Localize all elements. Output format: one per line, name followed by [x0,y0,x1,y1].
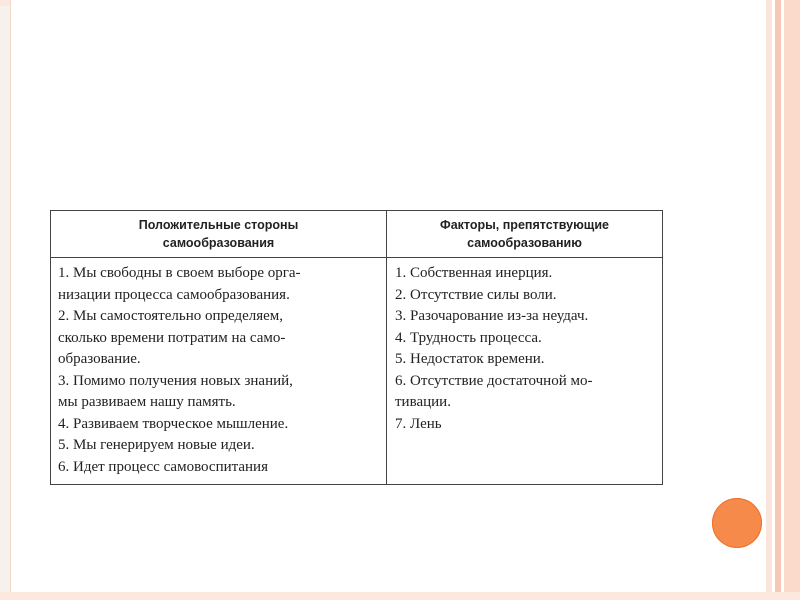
slide-frame-bottom [0,592,800,600]
list-item: 3. Помимо получения новых знаний, [58,372,293,389]
positive-sides-list [51,258,387,484]
list-item: 6. Идет процесс самовоспитания [58,458,268,475]
list-item: 3. Разочарование из-за неудач. [395,308,589,324]
list-item: низации процесса самообразования. [58,286,290,303]
list-item: 4. Развиваем творческое мышление. [58,415,289,432]
list-item: мы развиваем нашу память. [58,394,236,410]
header-left-line-2: самообразования [162,236,275,250]
list-item: 4. Трудность процесса. [395,329,542,346]
list-item: 5. Недостаток времени. [395,351,545,367]
list-item: 1. Собственная инерция. [395,265,553,281]
list-item: образование. [58,351,141,367]
list-item: 2. Мы самостоятельно определяем, [58,308,284,324]
header-positive-sides [51,211,387,258]
list-item: тивации. [395,394,451,410]
list-item: 2. Отсутствие силы воли. [395,286,557,303]
header-left-line-1: Положительные стороны [138,218,299,232]
header-right-line-2: самообразованию [467,236,582,250]
list-item: 6. Отсутствие достаточной мо- [395,372,593,389]
list-item: сколько времени потратим на само- [58,329,286,346]
slide-frame-stripes [766,0,800,600]
list-item: 7. Лень [395,415,442,432]
obstacles-list [387,258,662,484]
header-obstacles [387,211,662,258]
list-item: 1. Мы свободны в своем выборе орга- [58,265,301,281]
decorative-circle [712,498,762,548]
list-item: 5. Мы генерируем новые идеи. [58,437,255,453]
table-header-row [51,211,662,258]
table-body-row [51,258,662,484]
comparison-table [50,210,663,485]
header-right-line-1: Факторы, препятствующие [440,218,609,232]
